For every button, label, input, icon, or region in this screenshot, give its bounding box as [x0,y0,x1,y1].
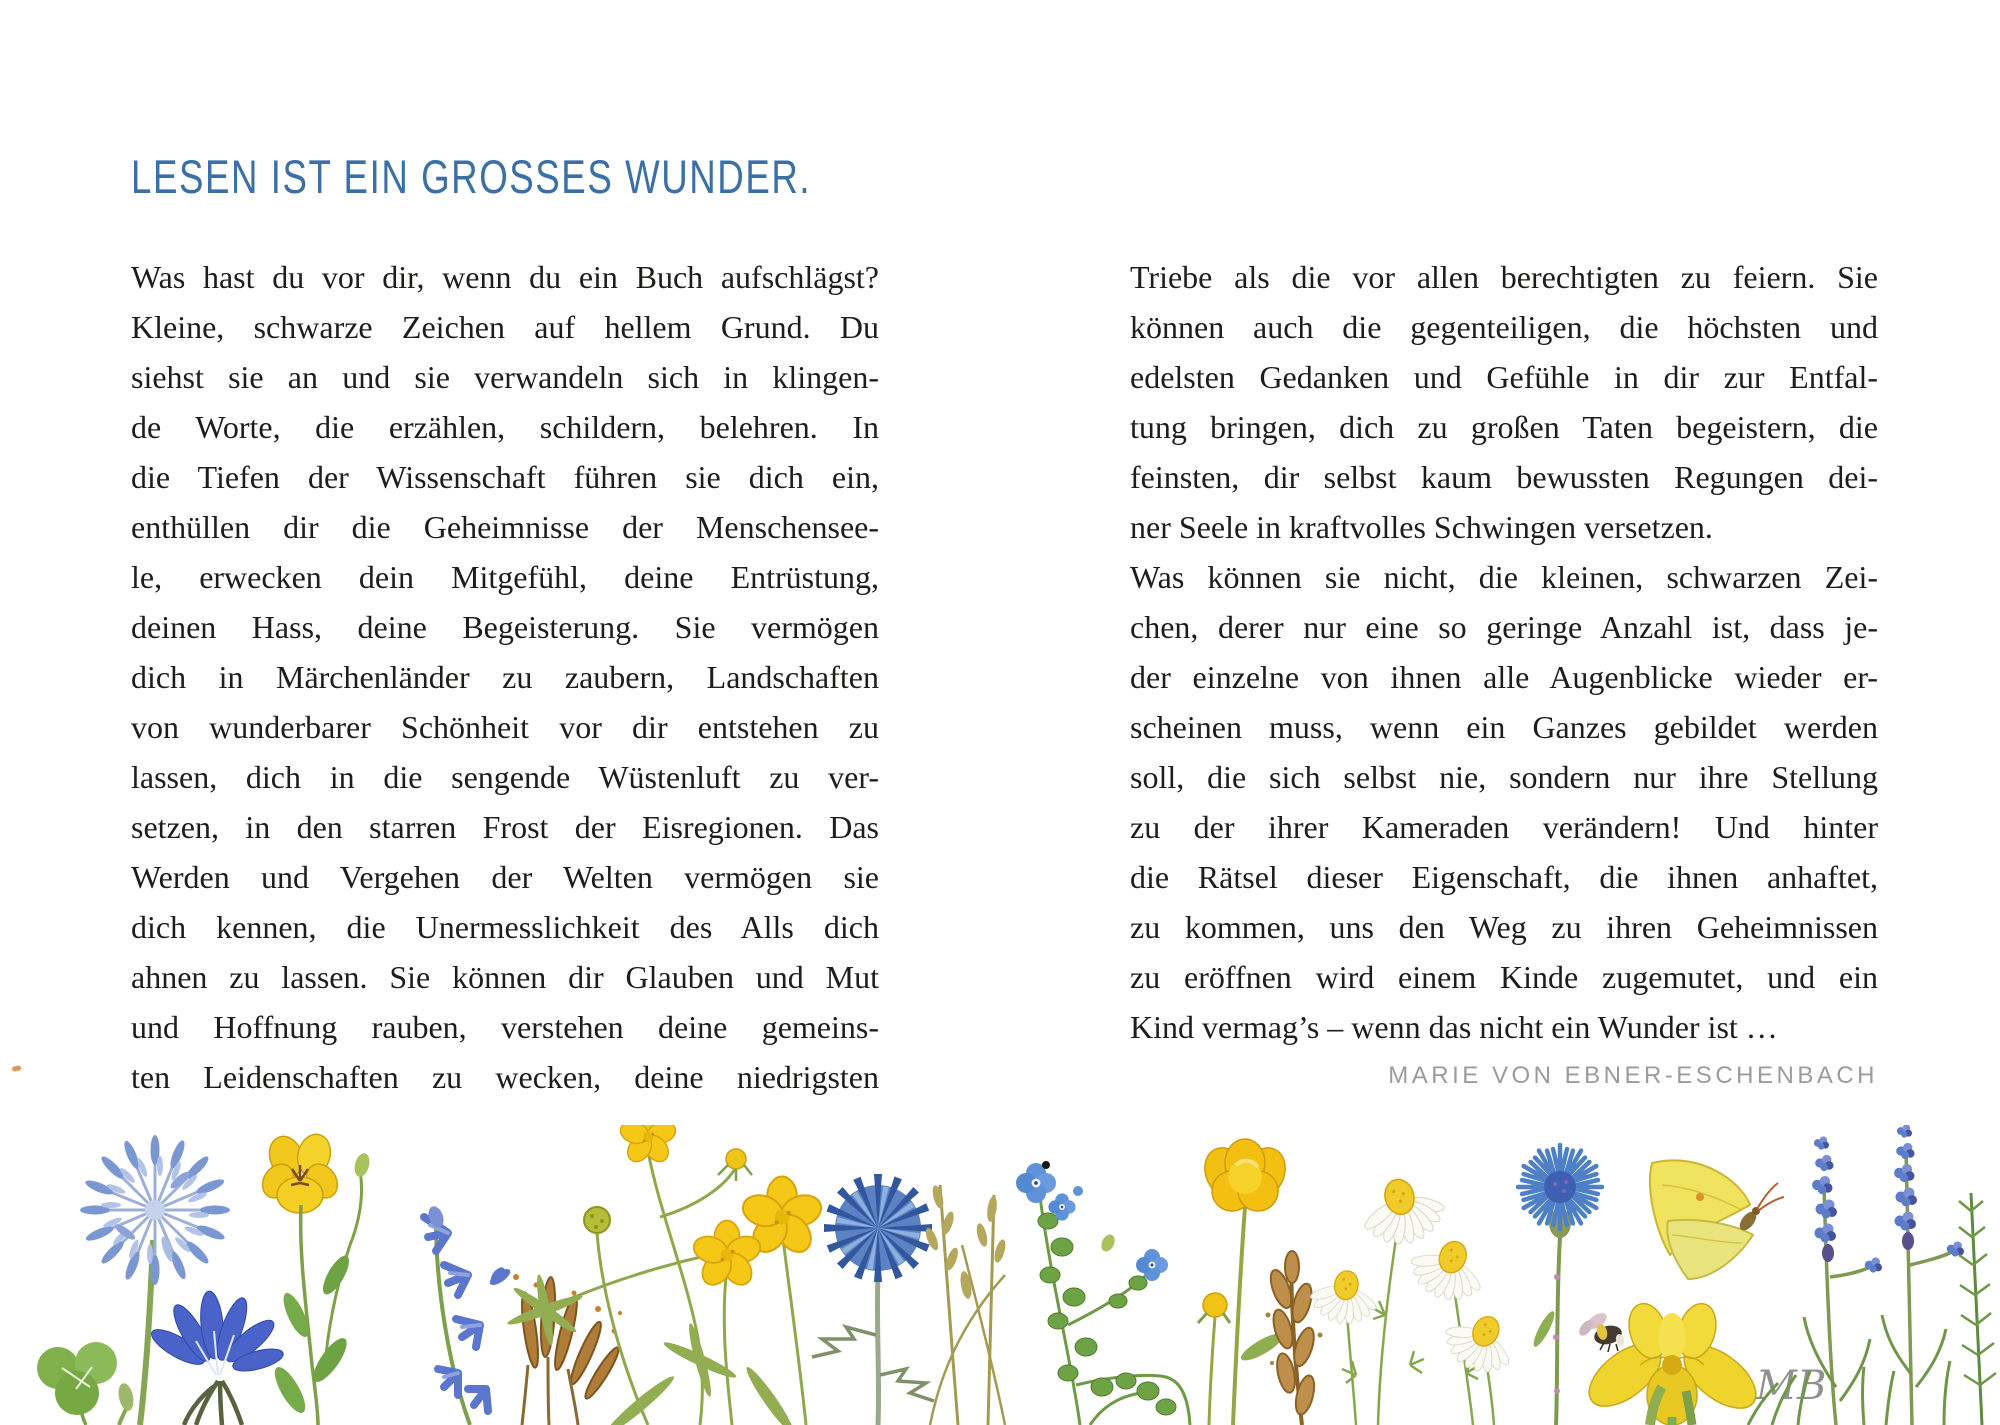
grass-stalks-illustration [923,1184,1007,1425]
text-line: tung bringen, dich zu großen Taten begeistern, die [1130,409,1878,445]
yellow-iris-illustration [1577,1299,1767,1425]
text-line: die Rätsel dieser Eigenschaft, die ihnen anhaftet, [1130,859,1878,895]
quote-attribution: MARIE VON EBNER-ESCHENBACH [1388,1062,1878,1089]
text-line: ner Seele in kraftvolles Schwingen versetzen. [1130,509,1713,545]
text-line: die Tiefen der Wissenschaft führen sie dich ein, [131,459,879,495]
text-line: soll, die sich selbst nie, sondern nur ihre Stellung [1130,759,1878,795]
text-line: Kleine, schwarze Zeichen auf hellem Grund. Du [131,309,879,345]
blue-scilla-illustration [424,1204,508,1425]
text-line: dich kennen, die Unermesslichkeit des Alls dich [131,909,879,945]
text-line: siehst sie an und sie verwandeln sich in klingen- [131,359,879,395]
text-line: deinen Hass, deine Begeisterung. Sie vermögen [131,609,879,645]
text-line: Triebe als die vor allen berechtigten zu feiern. Sie [1130,259,1878,295]
text-line: Werden und Vergehen der Welten vermögen sie [131,859,879,895]
chamomile-illustration [1305,1169,1526,1425]
text-line: zu der ihrer Kameraden verändern! Und hinter [1130,809,1878,845]
text-line: können auch die gegenteiligen, die höchsten und [1130,309,1878,345]
text-line: setzen, in den starren Frost der Eisregionen. Das [131,809,879,845]
cornflower-illustration [1518,1145,1602,1425]
text-line: ahnen zu lassen. Sie können dir Glauben und Mut [131,959,879,995]
text-line: feinsten, dir selbst kaum bewussten Regungen dei- [1130,459,1878,495]
text-line: ten Leidenschaften zu wecken, deine niedrigsten [131,1059,879,1095]
text-line: zu kommen, uns den Weg zu ihren Geheimnissen [1130,909,1878,945]
text-line: scheinen muss, wenn ein Ganzes gebildet werden [1130,709,1878,745]
text-line: Was hast du vor dir, wenn du ein Buch aufschlägst? [131,259,879,295]
artist-monogram: MB [1756,1363,1827,1409]
clover-leaf-illustration [37,1342,117,1425]
botanical-illustration [0,1125,2000,1425]
text-line: chen, derer nur eine so geringe Anzahl ist, dass je- [1130,609,1878,645]
text-line: Kind vermag’s – wenn das nicht ein Wunder ist … [1130,1009,1778,1045]
text-line: dich in Märchenländer zu zaubern, Landschaften [131,659,879,695]
text-line: der einzelne von ihnen alle Augenblicke wieder er- [1130,659,1878,695]
page-title: LESEN IST EIN GROSSES WUNDER. [131,150,812,204]
rosemary-sprig-illustration [1959,1193,1996,1425]
yellow-viola-illustration [256,1130,372,1425]
text-line: de Worte, die erzählen, schildern, belehren. In [131,409,879,445]
text-line: le, erwecken dein Mitgefühl, deine Entrüstung, [131,559,879,595]
paint-speck [12,1065,22,1072]
speedwell-illustration [1016,1161,1190,1425]
text-line: Was können sie nicht, die kleinen, schwarzen Zei- [1130,559,1878,595]
text-line: von wunderbarer Schönheit vor dir entstehen zu [131,709,879,745]
text-line: zu eröffnen wird einem Kinde zugemutet, und ein [1130,959,1878,995]
text-column-right [1130,252,1878,1052]
text-line: und Hoffnung rauben, verstehen deine gemeins- [131,1009,879,1045]
text-column-left [131,252,879,1102]
globe-thistle-illustration [812,1174,934,1425]
brimstone-butterfly-icon [1650,1160,1784,1279]
text-line: edelsten Gedanken und Gefühle in dir zur Entfal- [1130,359,1878,395]
blue-fan-flower-illustration [147,1290,285,1425]
text-line: lassen, dich in die sengende Wüstenluft zu ver- [131,759,879,795]
text-line: enthüllen dir die Geheimnisse der Menschensee- [131,509,879,545]
bumblebee-icon [1577,1310,1626,1352]
